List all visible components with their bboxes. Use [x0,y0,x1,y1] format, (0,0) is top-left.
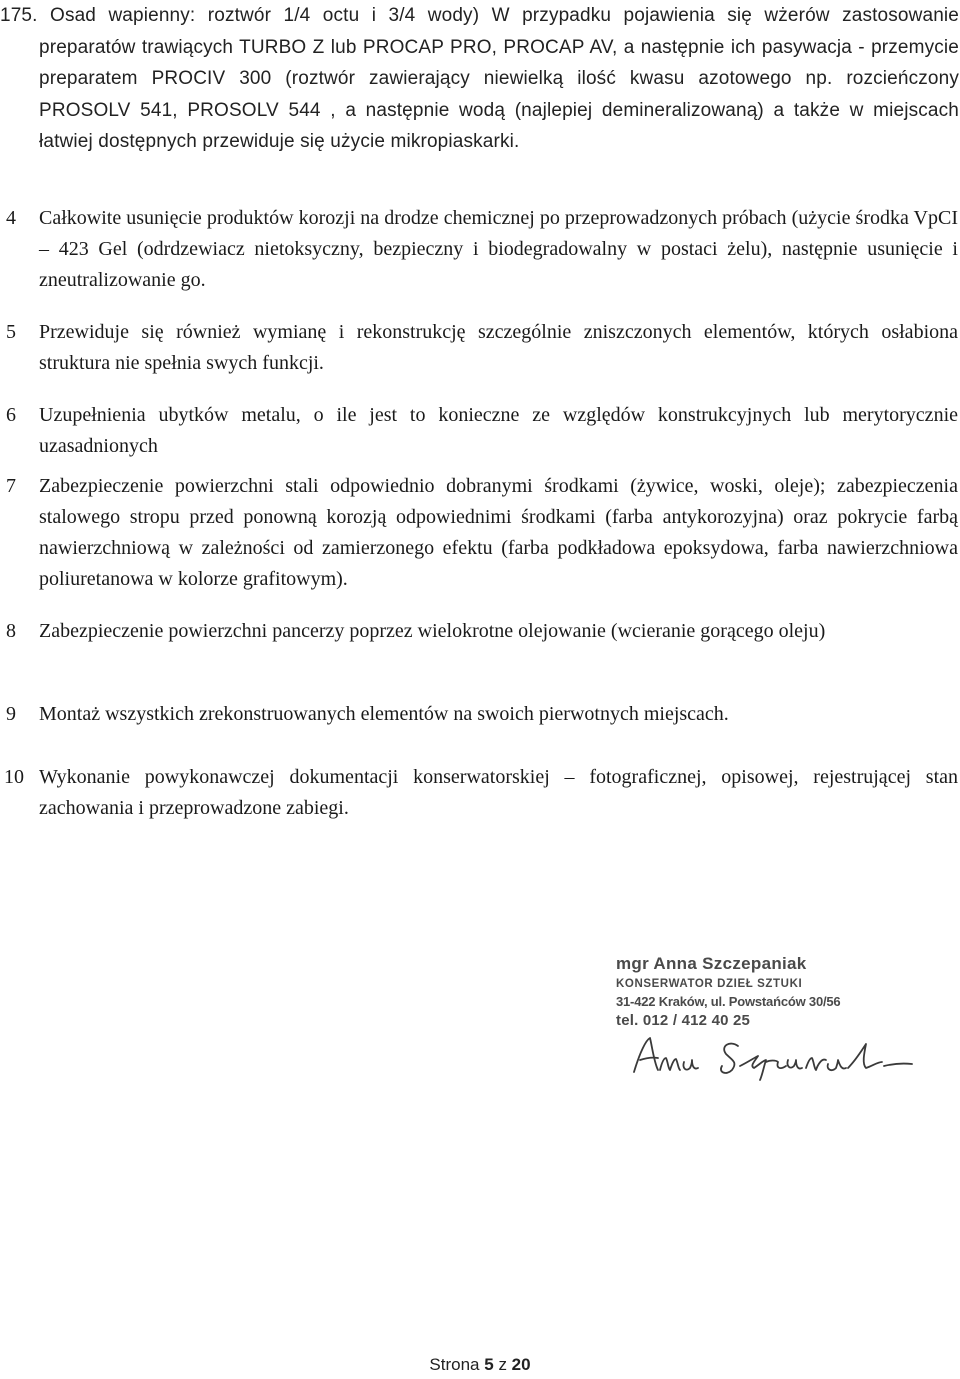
list-item-number: 5 [6,321,16,343]
list-item [0,203,960,296]
intro-text: Osad wapienny: roztwór 1/4 octu i 3/4 wody) W przypadku pojawienia się wżerów zastosowanie preparatów trawiących TURBO Z lub PROCAP PRO, PROCAP AV, a następnie ich pasywacja - przemycie preparatem PROCIV 300 (roztwór zawierający niewielką ilość kwasu azotowego np. rozcieńczony PROSOLV 541, PROSOLV 544 , a następnie wodą (najlepiej demineralizowaną) a także w miejscach łatwiej dostępnych przewiduje się użycie mikropiaskarki. [39,5,959,152]
list-item-text: Całkowite usunięcie produktów korozji na drodze chemicznej po przeprowadzonych próbach (użycie środka VpCI – 423 Gel (odrdzewiacz nietoksyczny, bezpieczny i biodegradowalny w postaci żelu), następnie usunięcie i zneutralizowanie go. [39,207,958,291]
list-item-number: 8 [6,620,16,642]
list-item-text: Uzupełnienia ubytków metalu, o ile jest to konieczne ze względów konstrukcyjnych lub merytorycznie uzasadnionych [39,404,958,457]
list-item-number: 7 [6,475,16,497]
list-item-text: Przewiduje się również wymianę i rekonstrukcję szczególnie zniszczonych elementów, których osłabiona struktura nie spełnia swych funkcji. [39,321,958,374]
stamp-role: KONSERWATOR DZIEŁ SZTUKI [616,978,803,990]
list-item [0,762,960,824]
footer-of: z [498,1355,507,1374]
stamp-address: 31-422 Kraków, ul. Powstańców 30/56 [616,994,841,1009]
list-item [0,616,960,647]
list-item-text: Wykonanie powykonawczej dokumentacji konserwatorskiej – fotograficznej, opisowej, rejestrującej stan zachowania i przeprowadzone zabiegi. [39,766,958,819]
list-item-number: 4 [6,207,16,229]
handwritten-signature [630,1032,930,1082]
list-item [0,400,960,462]
list-item-number: 10 [4,766,24,788]
conservator-stamp [560,950,920,1100]
list-item-text: Zabezpieczenie powierzchni stali odpowiednio dobranymi środkami (żywice, woski, oleje); zabezpieczenia stalowego stropu przed ponowną korozją odpowiednimi środkami (farba antykorozyjna) oraz pokrycie farbą nawierzchniową w zależności od zamierzonego efektu (farba podkładowa epoksydowa, farba nawierzchniowa poliuretanowa w kolorze grafitowym). [39,475,958,590]
list-item [0,699,960,730]
intro-paragraph [0,0,959,158]
footer-total-pages: 20 [511,1355,531,1374]
list-item-text: Zabezpieczenie powierzchni pancerzy poprzez wielokrotne olejowanie (wcieranie gorącego oleju) [39,620,826,642]
stamp-name: mgr Anna Szczepaniak [616,954,807,973]
stamp-phone: tel. 012 / 412 40 25 [616,1012,751,1029]
list-item-text: Montaż wszystkich zrekonstruowanych elementów na swoich pierwotnych miejscach. [39,703,729,725]
list-item-number: 9 [6,703,16,725]
list-item [0,317,960,379]
list-item-number: 6 [6,404,16,426]
page-footer [0,1355,960,1375]
intro-number: 175. [0,5,38,26]
footer-label: Strona [429,1355,480,1374]
list-item [0,471,960,595]
footer-current-page: 5 [484,1355,494,1374]
